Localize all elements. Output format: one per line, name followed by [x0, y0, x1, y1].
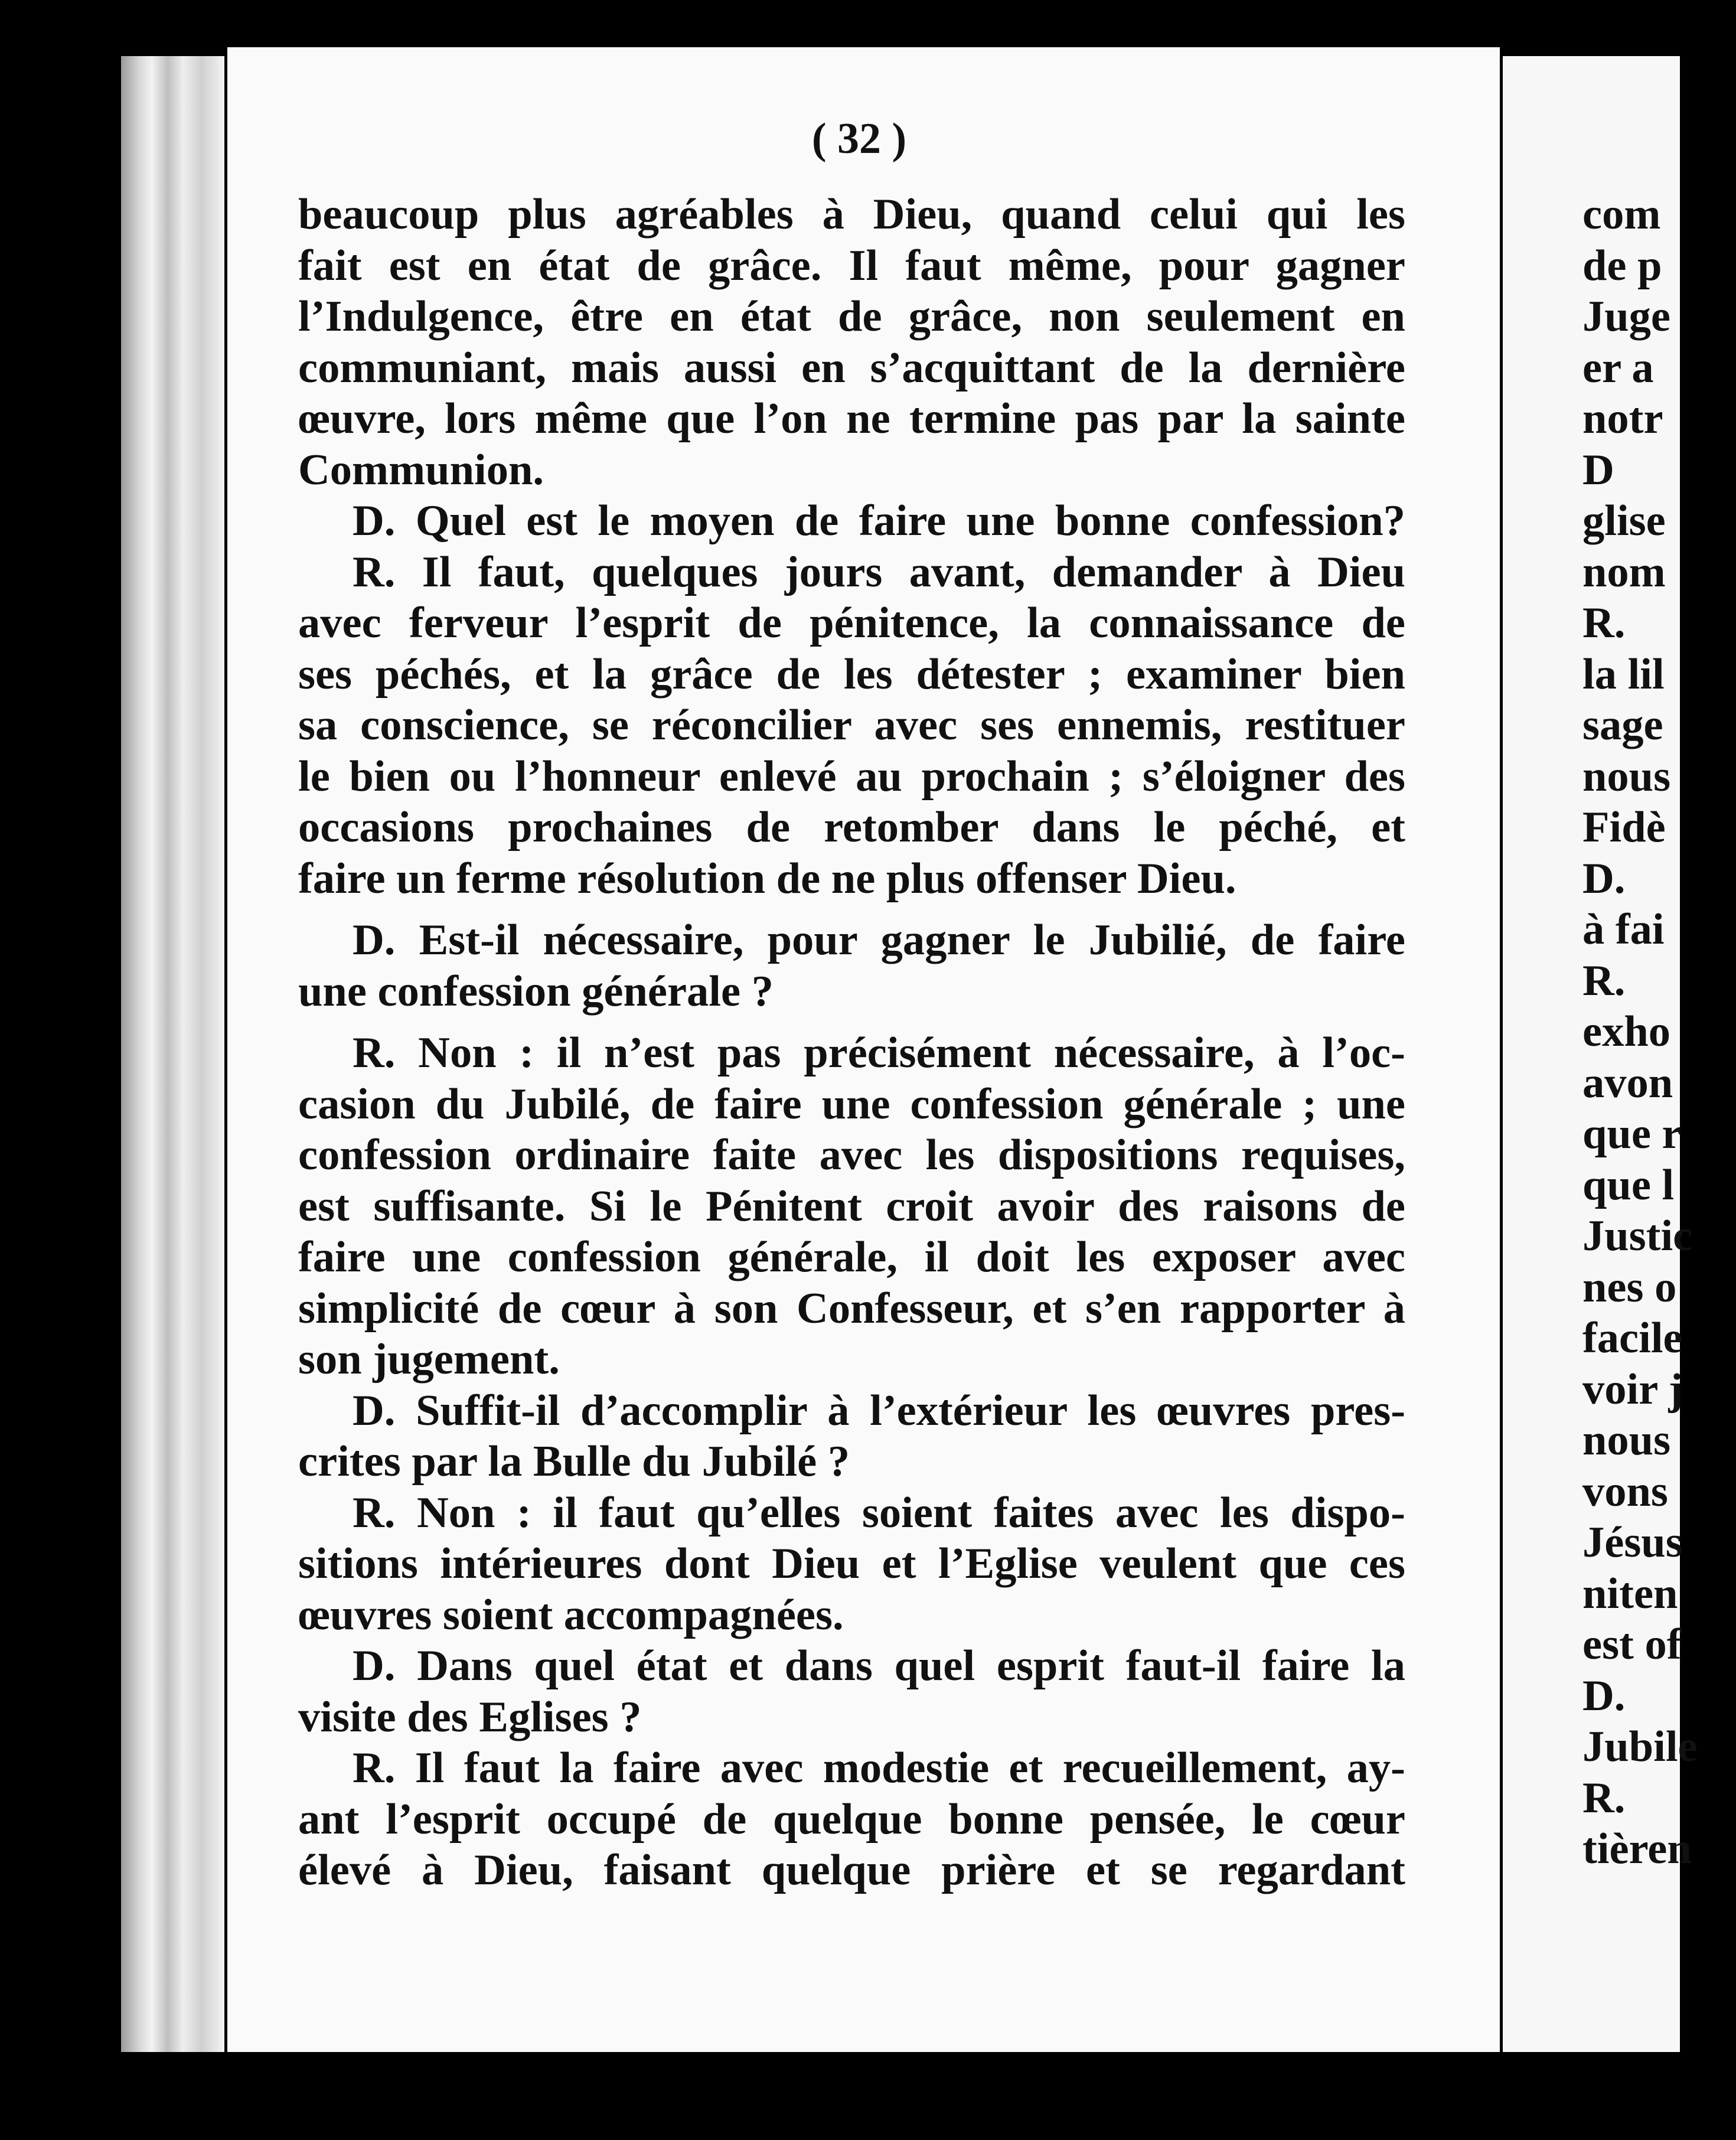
- text-line-fragment: sage: [1582, 701, 1663, 749]
- text-line: avec ferveur l’esprit de pénitence, la connaissance de: [298, 599, 1405, 647]
- text-line: ant l’esprit occupé de quelque bonne pensée, le cœur: [298, 1795, 1405, 1844]
- text-line-fragment: Fidè: [1582, 803, 1666, 852]
- text-line-fragment: nes o: [1582, 1263, 1677, 1312]
- text-line-fragment: nous: [1582, 1416, 1671, 1464]
- text-line-fragment: vons: [1582, 1467, 1668, 1516]
- text-line: faire un ferme résolution de ne plus offenser Dieu.: [298, 854, 1236, 903]
- text-line: faire une confession générale, il doit les exposer avec: [298, 1233, 1405, 1281]
- text-line-fragment: que r: [1582, 1110, 1682, 1158]
- text-line-fragment: à fai: [1582, 905, 1665, 954]
- paragraph-gap: [298, 1017, 1405, 1027]
- text-line-fragment: niten: [1582, 1569, 1678, 1618]
- text-line-fragment: R.: [1582, 1773, 1626, 1822]
- text-line-fragment: voir j: [1582, 1365, 1683, 1414]
- text-line: son jugement.: [298, 1335, 560, 1384]
- text-line: beaucoup plus agréables à Dieu, quand celui qui les: [298, 190, 1405, 239]
- paragraph-gap: [298, 904, 1405, 915]
- text-line: fait est en état de grâce. Il faut même, pour gagner: [298, 241, 1405, 290]
- left-page-text: [298, 189, 1405, 1896]
- text-line-fragment: de p: [1582, 241, 1662, 290]
- text-line: œuvre, lors même que l’on ne termine pas par la sainte: [298, 394, 1405, 443]
- text-line-fragment: la lil: [1582, 650, 1665, 699]
- text-line-fragment: facile: [1582, 1314, 1683, 1362]
- text-line: R. Non : il faut qu’elles soient faites avec les dispo-: [353, 1488, 1405, 1537]
- text-line: D. Est-il nécessaire, pour gagner le Jubilié, de faire: [353, 916, 1405, 964]
- text-line: élevé à Dieu, faisant quelque prière et se regardant: [298, 1846, 1405, 1894]
- text-line: occasions prochaines de retomber dans le péché, et: [298, 803, 1405, 852]
- text-line-fragment: D: [1582, 445, 1614, 494]
- text-line: D. Suffit-il d’accomplir à l’extérieur les œuvres pres-: [353, 1386, 1405, 1435]
- text-line: D. Dans quel état et dans quel esprit faut-il faire la: [353, 1642, 1405, 1690]
- text-line: sitions intérieures dont Dieu et l’Eglise veulent que ces: [298, 1539, 1405, 1588]
- text-line-fragment: exho: [1582, 1007, 1670, 1056]
- text-line: l’Indulgence, être en état de grâce, non seulement en: [298, 292, 1405, 341]
- text-line-fragment: avon: [1582, 1058, 1673, 1107]
- text-line-fragment: est of: [1582, 1620, 1682, 1669]
- text-line-fragment: er a: [1582, 343, 1654, 392]
- text-line: simplicité de cœur à son Confesseur, et s’en rapporter à: [298, 1284, 1405, 1333]
- text-line-fragment: Jésus: [1582, 1518, 1683, 1567]
- text-line-fragment: D.: [1582, 1671, 1626, 1720]
- text-line: sa conscience, se réconcilier avec ses ennemis, restituer: [298, 701, 1405, 749]
- book-spine-page-edges: [121, 56, 224, 2052]
- text-line: R. Il faut la faire avec modestie et recueillement, ay-: [353, 1744, 1405, 1792]
- text-line-fragment: Justic: [1582, 1212, 1693, 1260]
- text-line-fragment: nom: [1582, 547, 1666, 596]
- text-line: ses péchés, et la grâce de les détester ; examiner bien: [298, 650, 1405, 699]
- text-line: confession ordinaire faite avec les dispositions requises,: [298, 1131, 1405, 1179]
- right-page-text-fragments: [1582, 189, 1736, 1875]
- text-line: D. Quel est le moyen de faire une bonne confession?: [353, 497, 1405, 545]
- text-line: crites par la Bulle du Jubilé ?: [298, 1437, 850, 1486]
- text-line: une confession générale ?: [298, 967, 774, 1016]
- text-line-fragment: notr: [1582, 394, 1663, 443]
- text-line-fragment: com: [1582, 190, 1661, 239]
- text-line-fragment: R.: [1582, 599, 1626, 647]
- text-line: est suffisante. Si le Pénitent croit avoir des raisons de: [298, 1182, 1405, 1231]
- text-line-fragment: nous: [1582, 752, 1671, 801]
- text-line-fragment: glise: [1582, 497, 1666, 545]
- text-line-fragment: R.: [1582, 956, 1626, 1005]
- text-line-fragment: que l: [1582, 1160, 1675, 1209]
- text-line: communiant, mais aussi en s’acquittant de la dernière: [298, 343, 1405, 392]
- text-line-fragment: tièren: [1582, 1825, 1692, 1873]
- text-line: Communion.: [298, 445, 544, 494]
- text-line-fragment: D.: [1582, 854, 1626, 903]
- page-number: ( 32 ): [811, 115, 907, 163]
- text-line: R. Non : il n’est pas précisément nécessaire, à l’oc-: [353, 1029, 1405, 1077]
- text-line: visite des Eglises ?: [298, 1692, 642, 1741]
- text-line: œuvres soient accompagnées.: [298, 1590, 844, 1639]
- text-line: le bien ou l’honneur enlevé au prochain ; s’éloigner des: [298, 752, 1405, 801]
- text-line: casion du Jubilé, de faire une confession générale ; une: [298, 1079, 1405, 1128]
- text-line: R. Il faut, quelques jours avant, demander à Dieu: [353, 547, 1405, 596]
- text-line-fragment: Juge: [1582, 292, 1670, 341]
- text-line-fragment: Jubile: [1582, 1723, 1698, 1771]
